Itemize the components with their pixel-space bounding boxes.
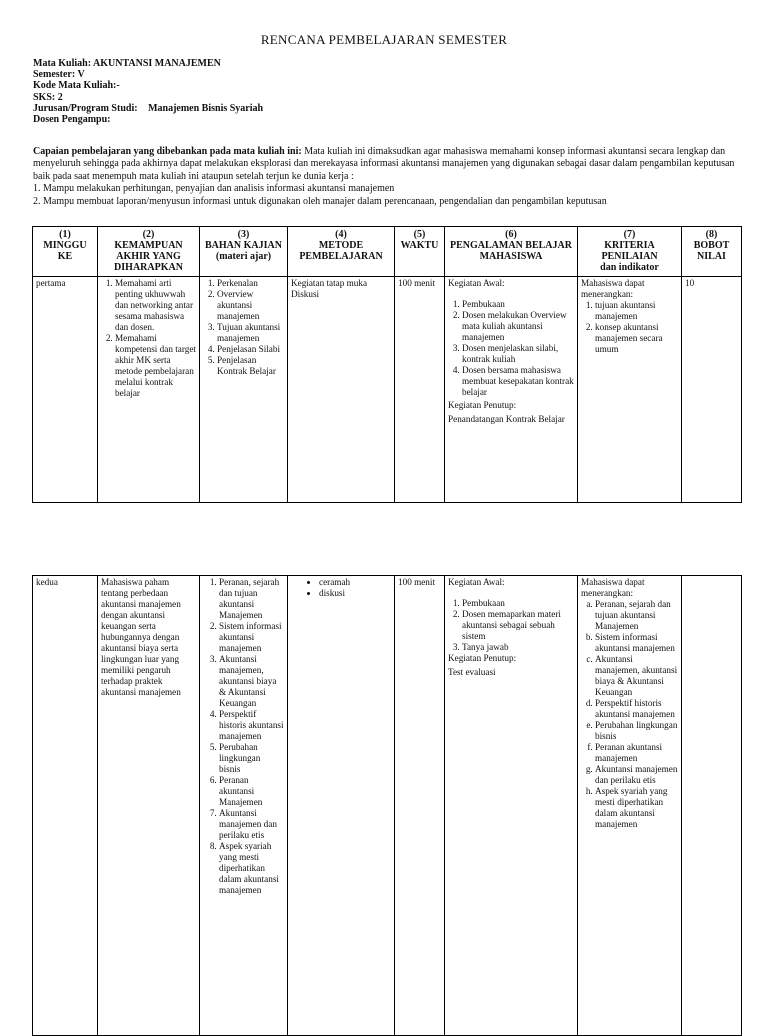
lecturer: Dosen Pengampu: [33, 114, 111, 126]
list-item: 2. konsep akuntansi manajemen secara umum [595, 322, 678, 355]
header-bahan: (3) BAHAN KAJIAN (materi ajar) [200, 227, 288, 277]
experience-cell: Kegiatan Awal: 1. Pembukaan 2. Dosen melakukan Overview mata kuliah akuntansi manajemen 3. Dosen menjelaskan silabi, kontrak kuliah 4. Dosen bersama mahasiswa membuat kesepakatan kontrak belajar Kegiatan Penutup: Penandatangan Kontrak Belajar [445, 277, 578, 503]
ability-cell: Mahasiswa paham tentang perbedaan akuntansi manajemen dengan akuntansi keuangan serta hubungannya dengan akuntansi biaya serta lingkungan luar yang memiliki pengaruh terhadap praktek akuntansi manajemen [98, 576, 200, 1036]
list-item: c. Akuntansi manajemen, akuntansi biaya & Akuntansi Keuangan [595, 654, 678, 698]
learning-outcome-2: 2. Mampu membuat laporan/menyusun informasi untuk digunakan oleh manajer dalam perencanaan, pengendalian dan pengambilan keputusan [33, 195, 607, 207]
sks: SKS: 2 [33, 91, 63, 103]
course-name: Mata Kuliah: AKUNTANSI MANAJEMEN [33, 58, 221, 69]
list-item: 1. Perkenalan [217, 278, 284, 289]
list-item: 5. Penjelasan Kontrak Belajar [217, 355, 284, 377]
list-item: 6. Peranan akuntansi Manajemen [219, 775, 284, 808]
table-row [33, 576, 742, 1036]
header-bobot: (8) BOBOT NILAI [682, 227, 742, 277]
list-item: 2. Dosen melakukan Overview mata kuliah akuntansi manajemen [462, 310, 574, 343]
material-cell [200, 277, 288, 503]
method-cell [288, 576, 395, 1036]
learning-outcomes-label: Capaian pembelajaran yang dibebankan pada mata kuliah ini: [33, 146, 302, 157]
list-item: 5. Perubahan lingkungan bisnis [219, 742, 284, 775]
list-item: 3. Dosen menjelaskan silabi, kontrak kuliah [462, 343, 574, 365]
ability-cell [98, 277, 200, 503]
learning-outcomes-text: Mata kuliah ini dimaksudkan agar mahasiswa memahami konsep informasi akuntansi secara lengkap dan menyeluruh sehingga pada akhirnya dapat melakukan eksplorasi dan merekayasa informasi akuntansi manajemen yang digunakan sebagai dasar dalam pengambilan keputusan baik pada saat menempuh mata kuliah ini ataupun setelah terjun ke dunia kerja : [33, 146, 735, 182]
study-program-label: Jurusan/Program Studi: [33, 102, 138, 114]
criteria-cell: Mahasiswa dapat menerangkan: 1. tujuan akuntansi manajemen 2. konsep akuntansi manajemen secara umum [578, 277, 682, 503]
rps-table-week-2 [32, 575, 742, 1036]
rps-table-week-1 [32, 226, 742, 503]
header-kriteria: (7) KRITERIA PENILAIAN dan indikator [578, 227, 682, 277]
learning-outcome-1: 1. Mampu melakukan perhitungan, penyajian dan analisis informasi akuntansi manajemen [33, 183, 395, 195]
list-item: 3. Tujuan akuntansi manajemen [217, 322, 284, 344]
criteria-cell: Mahasiswa dapat menerangkan: a. Peranan, sejarah dan tujuan akuntansi Manajemen b. Sistem informasi akuntansi manajemen c. Akuntansi manajemen, akuntansi biaya & Akuntansi Keuangan d. Perspektif historis akuntansi manajemen e. Perubahan lingkungan bisnis f. Peranan akuntansi manajemen g. Akuntansi manajemen dan perilaku etis h. Aspek syariah yang mesti diperhatikan dalam akuntansi manajemen [578, 576, 682, 1036]
week-cell: kedua [33, 576, 98, 1036]
list-item: 7. Akuntansi manajemen dan perilaku etis [219, 808, 284, 841]
list-item: a. Peranan, sejarah dan tujuan akuntansi Manajemen [595, 599, 678, 632]
document-title: RENCANA PEMBELAJARAN SEMESTER [260, 32, 508, 47]
list-item: • ceramah [319, 577, 391, 588]
list-item: 1. Memahami arti penting ukhuwwah dan networking antar sesama mahasiswa dan dosen. [115, 278, 196, 333]
list-item: e. Perubahan lingkungan bisnis [595, 720, 678, 742]
list-item: 1. tujuan akuntansi manajemen [595, 300, 678, 322]
course-code: Kode Mata Kuliah:- [33, 80, 120, 92]
list-item: 2. Sistem informasi akuntansi manajemen [219, 621, 284, 654]
weight-cell: 10 [682, 277, 742, 503]
list-item: 8. Aspek syariah yang mesti diperhatikan dalam akuntansi manajemen [219, 841, 284, 896]
list-item: 1. Peranan, sejarah dan tujuan akuntansi Manajemen [219, 577, 284, 621]
table-row [33, 277, 742, 503]
list-item: 4. Dosen bersama mahasiswa membuat kesepakatan kontrak belajar [462, 365, 574, 398]
list-item: 4. Penjelasan Silabi [217, 344, 284, 355]
method-cell: Kegiatan tatap muka Diskusi [288, 277, 395, 503]
experience-cell: Kegiatan Awal: 1. Pembukaan 2. Dosen memaparkan materi akuntansi sebagai sebuah sistem 3. Tanya jawab Kegiatan Penutup: Test evaluasi [445, 576, 578, 1036]
list-item: 2. Dosen memaparkan materi akuntansi sebagai sebuah sistem [462, 609, 574, 642]
study-program-value: Manajemen Bisnis Syariah [148, 102, 264, 114]
semester: Semester: V [33, 69, 85, 81]
time-cell: 100 menit [395, 277, 445, 503]
list-item: 1. Pembukaan [462, 299, 574, 310]
list-item: d. Perspektif historis akuntansi manajemen [595, 698, 678, 720]
list-item: • diskusi [319, 588, 391, 599]
list-item: h. Aspek syariah yang mesti diperhatikan dalam akuntansi manajemen [595, 786, 678, 830]
list-item: 2. Overview akuntansi manajemen [217, 289, 284, 322]
learning-outcomes [33, 146, 743, 208]
list-item: 2. Memahami kompetensi dan target akhir MK serta metode pembelajaran melalui kontrak belajar [115, 333, 196, 399]
list-item: 3. Tanya jawab [462, 642, 574, 653]
list-item: 4. Perspektif historis akuntansi manajemen [219, 709, 284, 742]
header-kemampuan: (2) KEMAMPUAN AKHIR YANG DIHARAPKAN [98, 227, 200, 277]
course-info [33, 58, 263, 125]
list-item: f. Peranan akuntansi manajemen [595, 742, 678, 764]
study-program [33, 103, 263, 114]
list-item: 1. Pembukaan [462, 598, 574, 609]
weight-cell [682, 576, 742, 1036]
material-cell [200, 576, 288, 1036]
list-item: g. Akuntansi manajemen dan perilaku etis [595, 764, 678, 786]
time-cell: 100 menit [395, 576, 445, 1036]
header-waktu: (5) WAKTU [395, 227, 445, 277]
header-minggu: (1) MINGGU KE [33, 227, 98, 277]
week-cell: pertama [33, 277, 98, 503]
header-pengalaman: (6) PENGALAMAN BELAJAR MAHASISWA [445, 227, 578, 277]
list-item: b. Sistem informasi akuntansi manajemen [595, 632, 678, 654]
list-item: 3. Akuntansi manajemen, akuntansi biaya & Akuntansi Keuangan [219, 654, 284, 709]
header-metode: (4) METODE PEMBELAJARAN [288, 227, 395, 277]
